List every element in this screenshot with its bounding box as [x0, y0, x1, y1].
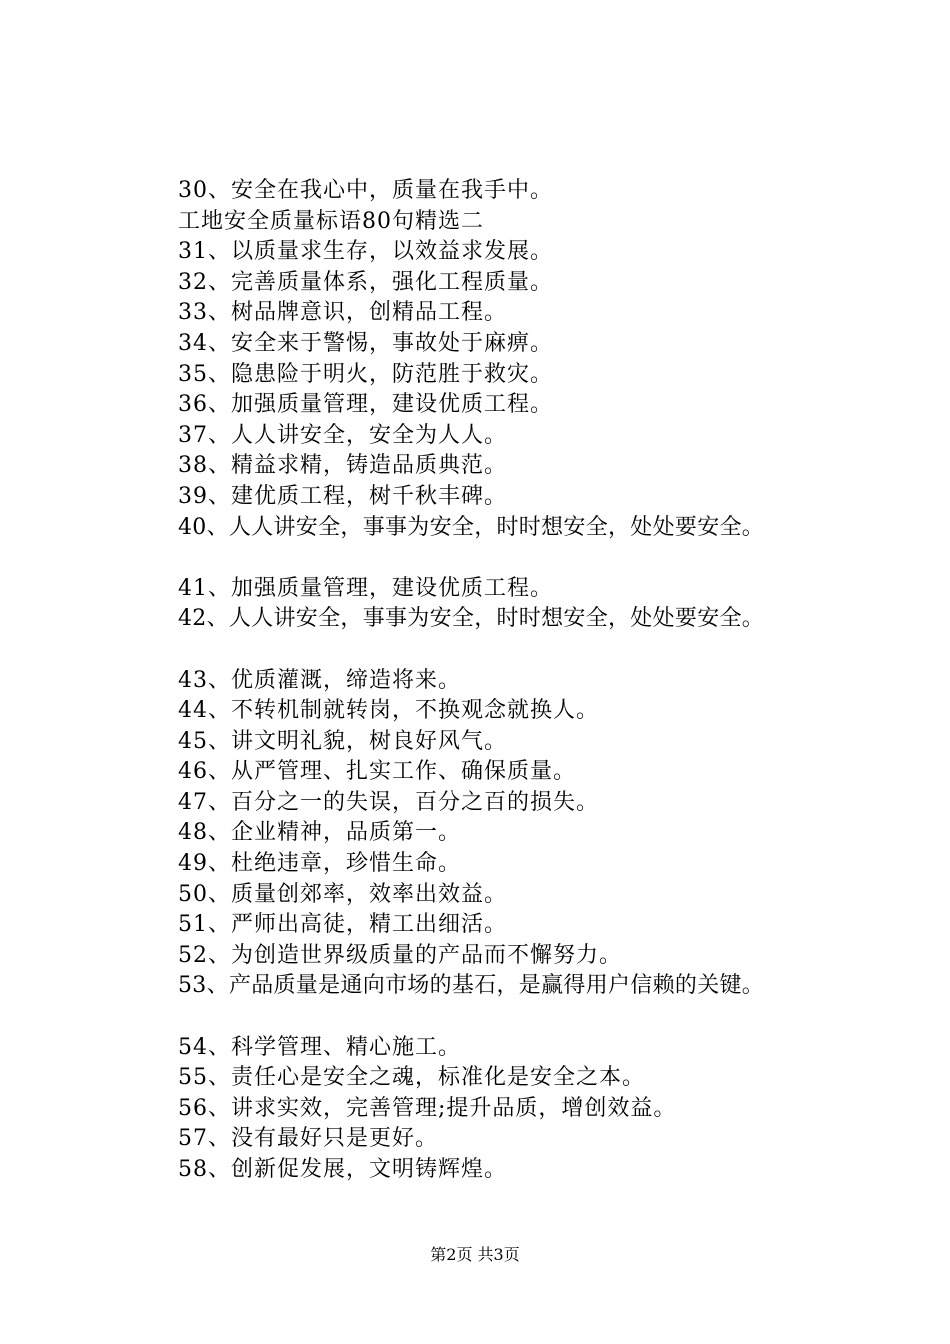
list-item: 58、创新促发展，文明铸辉煌。 [178, 1157, 507, 1182]
list-item: 43、优质灌溉，缔造将来。 [178, 667, 461, 693]
list-item: 50、质量创郊率，效率出效益。 [178, 881, 507, 907]
list-item: 49、杜绝违章，珍惜生命。 [178, 851, 461, 877]
list-item: 57、没有最好只是更好。 [178, 1126, 438, 1152]
list-item: 42、人人讲安全，事事为安全，时时想安全，处处要安全。 [178, 606, 765, 632]
list-item: 44、不转机制就转岗，不换观念就换人。 [178, 698, 599, 724]
list-item: 34、安全来于警惕，事故处于麻痹。 [178, 330, 553, 356]
list-item: 30、安全在我心中，质量在我手中。 [178, 178, 553, 203]
list-item: 54、科学管理、精心施工。 [178, 1034, 461, 1060]
list-item: 52、为创造世界级质量的产品而不懈努力。 [178, 942, 622, 968]
list-item: 39、建优质工程，树千秋丰碑。 [178, 483, 507, 509]
list-item: 55、责任心是安全之魂，标准化是安全之本。 [178, 1065, 645, 1091]
list-item: 35、隐患险于明火，防范胜于救灾。 [178, 361, 553, 387]
blank-line [178, 1002, 878, 1033]
list-item: 47、百分之一的失误，百分之百的损失。 [178, 789, 599, 815]
slogan-list [178, 176, 878, 1186]
list-item: 56、讲求实效，完善管理;提升品质，增创效益。 [178, 1095, 677, 1121]
list-item: 31、以质量求生存，以效益求发展。 [178, 239, 553, 265]
blank-line [178, 543, 878, 574]
list-item: 41、加强质量管理，建设优质工程。 [178, 575, 553, 601]
list-item: 45、讲文明礼貌，树良好风气。 [178, 728, 507, 754]
list-item: 40、人人讲安全，事事为安全，时时想安全，处处要安全。 [178, 514, 765, 540]
list-item: 46、从严管理、扎实工作、确保质量。 [178, 759, 576, 785]
list-item: 53、产品质量是通向市场的基石，是赢得用户信赖的关键。 [178, 973, 765, 999]
page-number-footer: 第2页 共3页 [430, 1245, 520, 1264]
list-item: 36、加强质量管理，建设优质工程。 [178, 392, 553, 418]
list-item: 38、精益求精，铸造品质典范。 [178, 453, 507, 479]
blank-line [178, 635, 878, 666]
list-item: 37、人人讲安全，安全为人人。 [178, 422, 507, 448]
list-item: 48、企业精神，品质第一。 [178, 820, 461, 846]
list-item: 51、严师出高徒，精工出细活。 [178, 912, 507, 938]
section-heading: 工地安全质量标语80句精选二 [178, 208, 484, 234]
list-item: 32、完善质量体系，强化工程质量。 [178, 269, 553, 295]
list-item: 33、树品牌意识，创精品工程。 [178, 300, 507, 326]
